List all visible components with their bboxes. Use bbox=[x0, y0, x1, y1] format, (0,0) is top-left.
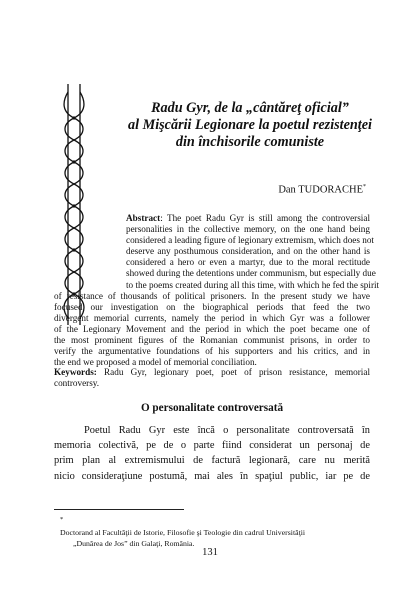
keywords bbox=[54, 367, 370, 389]
title-line-1: Radu Gyr, de la „cântăreţ oficial” bbox=[151, 100, 349, 116]
body-line-3: prim plan al extremismului de factură legionară, care nu merită bbox=[54, 455, 370, 467]
abstract-line-6: showed during the detentions under communism, but especially due bbox=[126, 268, 376, 279]
keywords-line-2: controversy. bbox=[54, 378, 100, 389]
section-heading: O personalitate controversată bbox=[140, 402, 284, 414]
abstract-line-8: of resistance of thousands of political prisoners. In the present study we have bbox=[54, 290, 370, 301]
title-line-3: din închisorile comuniste bbox=[175, 134, 325, 150]
body-line-2: memoria colectivă, pe de o parte fiind considerat un personaj de bbox=[54, 440, 370, 452]
keywords-label: Keywords: bbox=[54, 367, 97, 377]
footnote-mark: * bbox=[60, 516, 64, 523]
article-title bbox=[100, 100, 400, 151]
abstract-line-10: divergent memorial currents, namely the period in which Gyr was a follower bbox=[54, 312, 370, 323]
author bbox=[278, 184, 366, 196]
abstract-line-7: to the poems created during all this time, with which he fed the spirit bbox=[126, 279, 380, 290]
abstract-line-11: of the Legionary Movement and the period in which the poet became one of bbox=[54, 323, 370, 334]
title-line-2: al Mişcării Legionare la poetul rezistenţei bbox=[128, 117, 372, 133]
author-footnote-mark: * bbox=[363, 184, 366, 190]
body-text bbox=[54, 423, 370, 484]
abstract-line-9: focused our investigation on the biographical periods that feed the two bbox=[54, 301, 370, 312]
keywords-line-1: Keywords: Radu Gyr, legionary poet, poet of prison resistance, memorial bbox=[54, 367, 370, 377]
page-number: 131 bbox=[202, 547, 218, 558]
body-line-1: Poetul Radu Gyr este încă o personalitate controversată în bbox=[84, 425, 370, 436]
abstract-line-2: personalities in the collective memory, on the one hand being bbox=[126, 224, 370, 235]
footnote-line-1: * Doctorand al Facultăţii de Istorie, Filosofie şi Teologie din cadrul Universităţii bbox=[60, 516, 306, 538]
abstract-line-13: verify the argumentative foundations of his supporters and his critics, and in bbox=[54, 346, 370, 357]
abstract-line-12: the most prominent figures of the Romanian communist prisons, in order to bbox=[54, 335, 370, 346]
author-name: Dan TUDORACHE bbox=[278, 184, 363, 196]
abstract-line-14: the end we proposed a model of memorial conciliation. bbox=[54, 357, 257, 368]
footnote-divider bbox=[54, 509, 184, 510]
footnote bbox=[60, 515, 370, 549]
abstract-label: Abstract bbox=[126, 213, 161, 223]
abstract-line-5: considered a hero or even a martyr, due to the moral rectitude bbox=[126, 257, 370, 268]
abstract-line-1: Abstract: The poet Radu Gyr is still among the controversial bbox=[126, 213, 370, 223]
body-line-4: nicio consideraţiune postumă, mai ales în spaţiul public, iar pe de bbox=[54, 470, 370, 482]
footnote-line-2: „Dunărea de Jos” din Galaţi, România. bbox=[73, 538, 195, 548]
abstract bbox=[54, 213, 380, 368]
abstract-line-3: considered a leading figure of legionary extremism, which does not bbox=[126, 235, 374, 246]
abstract-line-4: deserve any posthumous consideration, and on the other hand is bbox=[126, 246, 370, 257]
